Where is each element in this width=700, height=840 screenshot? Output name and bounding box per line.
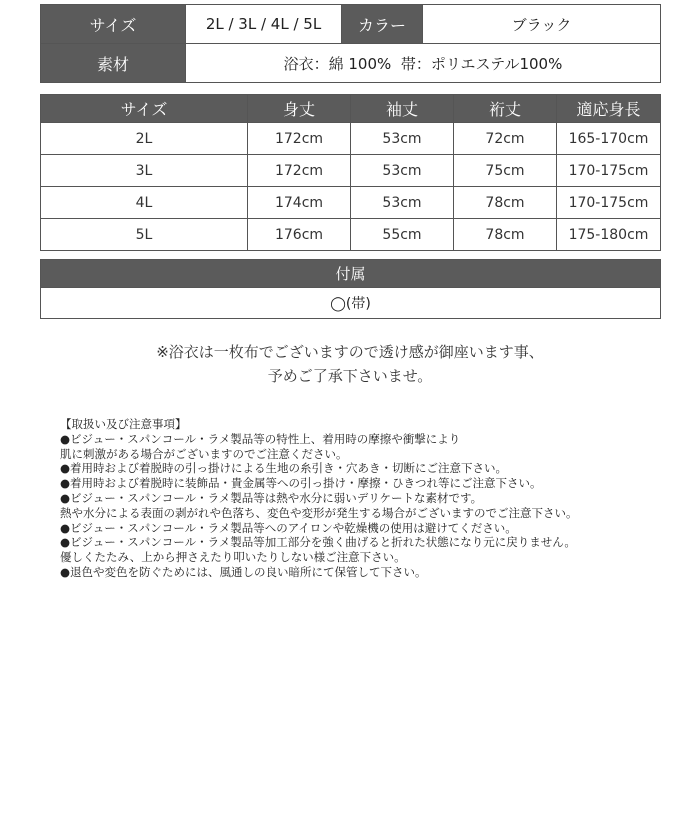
table-cell: 53cm (351, 155, 454, 187)
table-cell: 174cm (248, 187, 351, 219)
care-line: ●着用時および着脱時の引っ掛けによる生地の糸引き・穴あき・切断にご注意下さい。 (60, 461, 508, 476)
care-line: ●ビジュー・スパンコール・ラメ製品等加工部分を強く曲げると折れた状態になり元に戻りません。 (60, 535, 576, 550)
size-chart-header (41, 95, 661, 123)
color-value: ブラック (423, 5, 661, 44)
care-heading: 【取扱い及び注意事項】 (60, 417, 187, 431)
table-cell: 5L (41, 219, 248, 251)
size-chart-table (40, 94, 661, 251)
care-instructions (60, 417, 578, 580)
size-chart-header-cell: 適応身長 (557, 95, 661, 123)
size-chart-header-cell: 裄丈 (454, 95, 557, 123)
accessories-value-row (41, 288, 661, 319)
table-cell: 175-180cm (557, 219, 661, 251)
accessories-header-row (41, 260, 661, 288)
table-cell: 165-170cm (557, 123, 661, 155)
material-label: 素材 (41, 44, 186, 83)
table-row (41, 123, 661, 155)
table-cell: 78cm (454, 187, 557, 219)
table-cell: 170-175cm (557, 155, 661, 187)
table-cell: 172cm (248, 155, 351, 187)
accessories-value: ◯(帯) (41, 288, 661, 319)
table-row (41, 155, 661, 187)
sheer-note-line-1: ※浴衣は一枚布でございますので透け感が御座います事、 (156, 343, 544, 361)
care-line: 優しくたたみ、上から押さえたり叩いたりしない様ご注意下さい。 (60, 550, 406, 565)
size-value: 2L / 3L / 4L / 5L (186, 5, 342, 44)
size-chart-header-cell: 身丈 (248, 95, 351, 123)
table-row (41, 219, 661, 251)
care-line: ●ビジュー・スパンコール・ラメ製品等は熱や水分に弱いデリケートな素材です。 (60, 490, 483, 505)
table-cell: 4L (41, 187, 248, 219)
care-line: ●退色や変色を防ぐためには、風通しの良い暗所にて保管して下さい。 (60, 564, 427, 579)
accessories-table (40, 259, 661, 319)
table-cell: 53cm (351, 123, 454, 155)
table-cell: 78cm (454, 219, 557, 251)
sheer-note-line-2: 予めご了承下さいませ。 (267, 367, 433, 385)
size-chart-header-cell: 袖丈 (351, 95, 454, 123)
table-cell: 75cm (454, 155, 557, 187)
table-cell: 55cm (351, 219, 454, 251)
material-value: 浴衣：綿 100% 帯：ポリエステル100% (186, 44, 661, 83)
care-line: 肌に刺激がある場合がございますのでご注意ください。 (60, 446, 348, 461)
care-line: ●着用時および着脱時に装飾品・貴金属等への引っ掛け・摩擦・ひきつれ等にご注意下さい。 (60, 476, 542, 491)
size-chart-header-cell: サイズ (41, 95, 248, 123)
table-cell: 2L (41, 123, 248, 155)
table-cell: 3L (41, 155, 248, 187)
care-line: ●ビジュー・スパンコール・ラメ製品等の特性上、着用時の摩擦や衝撃により (60, 431, 461, 446)
care-line: ●ビジュー・スパンコール・ラメ製品等へのアイロンや乾燥機の使用は避けてください。 (60, 520, 517, 535)
material-row (41, 44, 661, 83)
color-label: カラー (342, 5, 423, 44)
table-cell: 176cm (248, 219, 351, 251)
care-line: 熱や水分による表面の剥がれや色落ち、変色や変形が発生する場合がございますのでご注意下さい。 (60, 505, 578, 520)
size-label: サイズ (41, 5, 186, 44)
table-cell: 170-175cm (557, 187, 661, 219)
product-info-table (40, 4, 661, 83)
accessories-header: 付属 (41, 260, 661, 288)
table-cell: 53cm (351, 187, 454, 219)
size-color-row (41, 5, 661, 44)
table-cell: 72cm (454, 123, 557, 155)
table-row (41, 187, 661, 219)
table-cell: 172cm (248, 123, 351, 155)
